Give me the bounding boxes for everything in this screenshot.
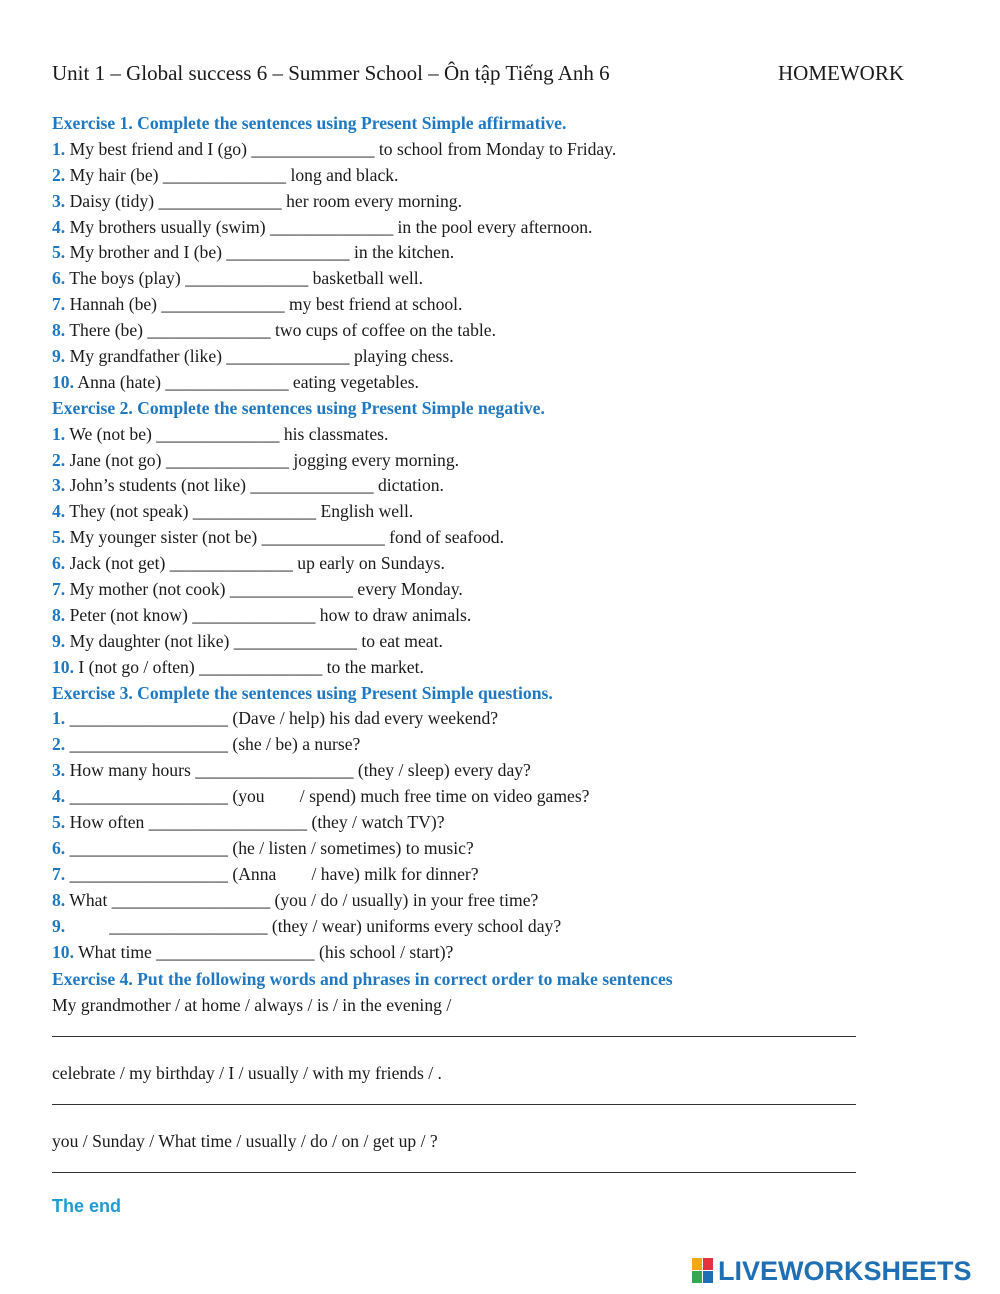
item-text: My daughter (not like) ______________ to eat meat. bbox=[65, 630, 443, 651]
item-text: __________________ (they / wear) uniforms every school day? bbox=[65, 915, 562, 936]
item-number: 5. bbox=[52, 812, 66, 833]
item-number: 3. bbox=[52, 475, 66, 496]
page-title: Unit 1 – Global success 6 – Summer School – Ôn tập Tiếng Anh 6 bbox=[52, 61, 610, 85]
exercise-1-item-9[interactable] bbox=[52, 344, 932, 370]
exercise-1-item-8[interactable] bbox=[52, 318, 932, 344]
exercise-3-title: Exercise 3. Complete the sentences using Present Simple questions. bbox=[52, 682, 553, 703]
item-number: 5. bbox=[52, 527, 66, 548]
exercise-2-item-9[interactable] bbox=[52, 629, 932, 655]
the-end-label: The end bbox=[52, 1196, 122, 1216]
exercise-1-item-4[interactable] bbox=[52, 215, 932, 241]
liveworksheets-logo bbox=[692, 1255, 972, 1287]
item-number: 6. bbox=[52, 837, 66, 858]
exercise-1-item-1[interactable] bbox=[52, 137, 932, 163]
exercise-3-item-10[interactable] bbox=[52, 940, 932, 966]
item-number: 8. bbox=[52, 889, 66, 910]
exercise-1-item-7[interactable] bbox=[52, 292, 932, 318]
item-text: __________________ (she / be) a nurse? bbox=[65, 734, 361, 755]
exercises-1-3 bbox=[52, 111, 932, 965]
homework-label: HOMEWORK bbox=[778, 61, 904, 85]
item-text: __________________ (Anna / have) milk for dinner? bbox=[65, 863, 479, 884]
item-number: 10. bbox=[52, 941, 74, 962]
exercise-3-item-1[interactable] bbox=[52, 706, 932, 732]
item-number: 1. bbox=[52, 423, 66, 444]
item-text: __________________ (he / listen / sometimes) to music? bbox=[65, 837, 474, 858]
item-number: 10. bbox=[52, 371, 74, 392]
item-number: 9. bbox=[52, 346, 66, 367]
answer-line-2[interactable] bbox=[52, 1104, 856, 1105]
item-text: __________________ (you / spend) much free time on video games? bbox=[65, 786, 590, 807]
liveworksheets-logo-icon bbox=[692, 1258, 714, 1284]
answer-line-3[interactable] bbox=[52, 1172, 856, 1173]
exercise-3-item-8[interactable] bbox=[52, 888, 932, 914]
exercise-1-item-2[interactable] bbox=[52, 163, 932, 189]
item-number: 9. bbox=[52, 915, 66, 936]
item-number: 8. bbox=[52, 320, 66, 341]
item-text: Daisy (tidy) ______________ her room every morning. bbox=[65, 190, 462, 211]
item-number: 7. bbox=[52, 863, 66, 884]
exercise-2-item-5[interactable] bbox=[52, 525, 932, 551]
item-number: 10. bbox=[52, 656, 74, 677]
liveworksheets-brand-text: LIVEWORKSHEETS bbox=[718, 1255, 972, 1286]
item-number: 4. bbox=[52, 216, 66, 237]
item-text: They (not speak) ______________ English well. bbox=[65, 501, 414, 522]
item-number: 3. bbox=[52, 190, 66, 211]
exercise-4-prompt-2: celebrate / my birthday / I / usually / with my friends / . bbox=[52, 1063, 442, 1083]
item-text: My mother (not cook) ______________ every Monday. bbox=[65, 579, 463, 600]
item-number: 6. bbox=[52, 268, 66, 289]
item-text: My brother and I (be) ______________ in the kitchen. bbox=[65, 242, 455, 263]
item-number: 8. bbox=[52, 604, 66, 625]
exercise-1-item-5[interactable] bbox=[52, 240, 932, 266]
item-number: 4. bbox=[52, 786, 66, 807]
exercise-3-item-9[interactable] bbox=[52, 914, 932, 940]
exercise-2-item-1[interactable] bbox=[52, 422, 932, 448]
exercise-3-item-5[interactable] bbox=[52, 810, 932, 836]
exercise-4-title: Exercise 4. Put the following words and phrases in correct order to make sentences bbox=[52, 969, 673, 989]
item-number: 2. bbox=[52, 449, 66, 470]
exercise-3-item-6[interactable] bbox=[52, 836, 932, 862]
item-number: 1. bbox=[52, 708, 66, 729]
item-text: Jack (not get) ______________ up early on Sundays. bbox=[65, 553, 445, 574]
item-number: 2. bbox=[52, 734, 66, 755]
exercise-2-item-3[interactable] bbox=[52, 473, 932, 499]
item-text: Jane (not go) ______________ jogging every morning. bbox=[65, 449, 460, 470]
item-number: 7. bbox=[52, 579, 66, 600]
item-text: __________________ (Dave / help) his dad every weekend? bbox=[65, 708, 499, 729]
item-number: 1. bbox=[52, 138, 66, 159]
exercise-2-item-2[interactable] bbox=[52, 448, 932, 474]
item-text: My hair (be) ______________ long and black. bbox=[65, 164, 399, 185]
item-text: Peter (not know) ______________ how to draw animals. bbox=[65, 604, 472, 625]
exercise-3-item-4[interactable] bbox=[52, 784, 932, 810]
item-text: The boys (play) ______________ basketball well. bbox=[65, 268, 424, 289]
exercise-1-item-10[interactable] bbox=[52, 370, 932, 396]
item-text: I (not go / often) ______________ to the market. bbox=[74, 656, 424, 677]
exercise-3-item-3[interactable] bbox=[52, 758, 932, 784]
exercise-2-item-10[interactable] bbox=[52, 655, 932, 681]
item-number: 5. bbox=[52, 242, 66, 263]
exercise-4-prompt-1: My grandmother / at home / always / is / in the evening / bbox=[52, 995, 452, 1015]
item-number: 2. bbox=[52, 164, 66, 185]
item-text: My grandfather (like) ______________ playing chess. bbox=[65, 346, 454, 367]
item-text: How often __________________ (they / watch TV)? bbox=[65, 812, 445, 833]
exercise-1-title: Exercise 1. Complete the sentences using Present Simple affirmative. bbox=[52, 113, 567, 133]
item-number: 7. bbox=[52, 294, 66, 315]
answer-line-1[interactable] bbox=[52, 1036, 856, 1037]
exercise-2-item-4[interactable] bbox=[52, 499, 932, 525]
exercise-1-item-3[interactable] bbox=[52, 189, 932, 215]
item-text: John’s students (not like) ______________ dictation. bbox=[65, 475, 444, 496]
exercise-2-item-6[interactable] bbox=[52, 551, 932, 577]
item-number: 3. bbox=[52, 760, 66, 781]
item-text: What time __________________ (his school / start)? bbox=[74, 941, 454, 962]
exercise-2-item-7[interactable] bbox=[52, 577, 932, 603]
exercise-3-item-7[interactable] bbox=[52, 862, 932, 888]
item-text: We (not be) ______________ his classmates. bbox=[65, 423, 389, 444]
exercise-2-item-8[interactable] bbox=[52, 603, 932, 629]
item-number: 6. bbox=[52, 553, 66, 574]
item-text: There (be) ______________ two cups of coffee on the table. bbox=[65, 320, 496, 341]
item-text: My brothers usually (swim) ______________ in the pool every afternoon. bbox=[65, 216, 593, 237]
item-text: Hannah (be) ______________ my best friend at school. bbox=[65, 294, 463, 315]
exercise-2-title: Exercise 2. Complete the sentences using Present Simple negative. bbox=[52, 397, 545, 418]
exercise-4-prompt-3: you / Sunday / What time / usually / do / on / get up / ? bbox=[52, 1131, 438, 1151]
item-number: 4. bbox=[52, 501, 66, 522]
exercise-3-item-2[interactable] bbox=[52, 732, 932, 758]
item-number: 9. bbox=[52, 630, 66, 651]
item-text: How many hours __________________ (they / sleep) every day? bbox=[65, 760, 531, 781]
item-text: What __________________ (you / do / usually) in your free time? bbox=[65, 889, 539, 910]
item-text: My best friend and I (go) ______________ to school from Monday to Friday. bbox=[65, 138, 617, 159]
item-text: My younger sister (not be) ______________ fond of seafood. bbox=[65, 527, 504, 548]
item-text: Anna (hate) ______________ eating vegetables. bbox=[74, 371, 419, 392]
exercise-1-item-6[interactable] bbox=[52, 266, 932, 292]
